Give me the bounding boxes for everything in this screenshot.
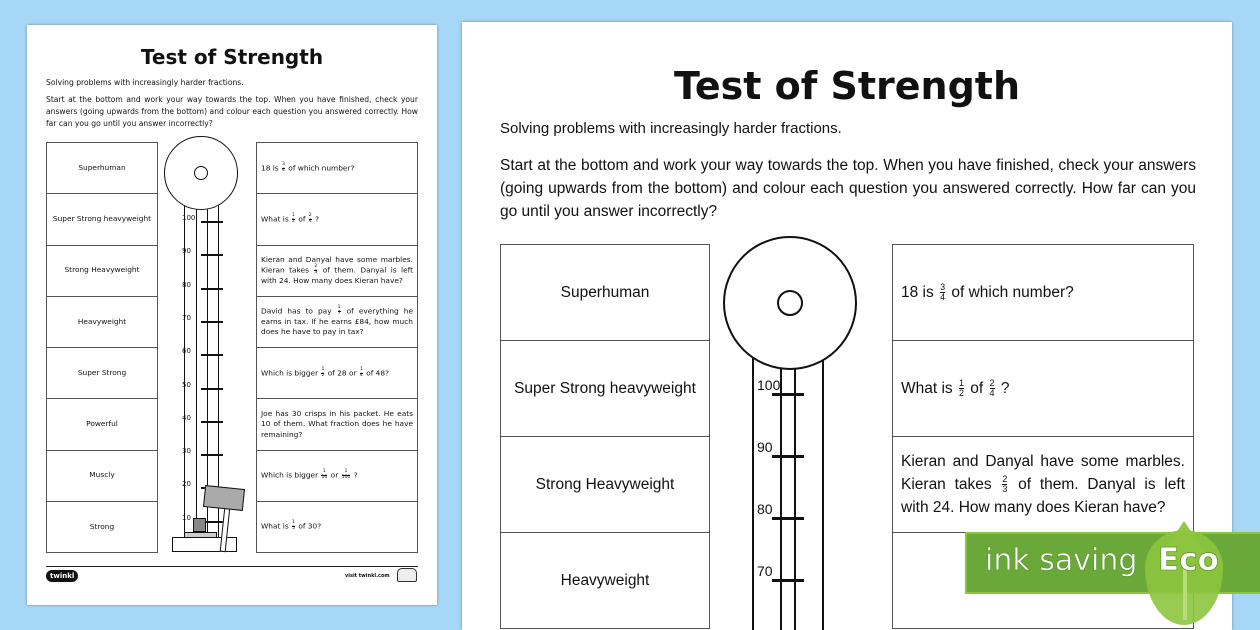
question-cell[interactable]	[256, 502, 418, 553]
question-cell[interactable]	[256, 348, 418, 399]
question-text: 18 is	[901, 284, 939, 301]
numerator: 1	[292, 520, 295, 526]
intro-text-zoomed: Solving problems with increasingly harder fractions.	[500, 120, 842, 137]
numerator: 1	[292, 212, 295, 218]
level-label: Strong Heavyweight	[500, 437, 710, 533]
numerator: 3	[940, 281, 946, 292]
question-text: of everything he earns in tax. If he earns £84, how much does he have to pay in tax?	[261, 306, 414, 337]
level-label: Super Strong heavyweight	[500, 341, 710, 437]
question-text: or	[328, 470, 341, 480]
level-label: Superhuman	[500, 245, 710, 341]
numerator: 1	[337, 304, 341, 310]
bell-center	[194, 166, 208, 180]
worksheet-title: Test of Strength	[140, 45, 324, 69]
scale-number: 40	[182, 413, 191, 422]
fraction	[342, 470, 351, 481]
numerator: 3	[282, 161, 285, 167]
bell-center-zoomed	[777, 290, 803, 316]
scale-number: 100	[182, 214, 196, 222]
level-label: Strong	[46, 502, 158, 553]
scale-number: 70	[757, 563, 773, 579]
question-cell[interactable]	[256, 451, 418, 502]
meter-bell-zoomed	[723, 236, 857, 370]
numerator: 2	[1002, 473, 1008, 484]
level-label: Super Strong	[46, 348, 158, 399]
denominator: 100	[341, 475, 351, 481]
numerator: 2	[314, 264, 318, 270]
level-column-zoomed	[500, 244, 710, 629]
question-text: of them. Danyal is left with 24. How many does Kieran have?	[901, 476, 1185, 516]
scale-number: 80	[182, 280, 191, 289]
scale-tick	[201, 321, 223, 323]
fraction	[360, 368, 363, 379]
question-text: ?	[351, 470, 358, 480]
question-text: of them. Danyal is left with 24. How many does Kieran have?	[261, 265, 413, 286]
question-text: David has to pay	[261, 306, 337, 316]
meter-puck	[193, 518, 206, 532]
hammer-icon	[203, 485, 245, 511]
strength-meter-illustration	[158, 135, 256, 555]
scale-number: 100	[757, 377, 781, 393]
fraction	[321, 368, 324, 379]
scale-tick	[772, 393, 804, 396]
denominator: 4	[282, 167, 285, 173]
question-cell[interactable]	[892, 245, 1194, 341]
level-label: Heavyweight	[46, 297, 158, 348]
denominator: 4	[989, 388, 995, 399]
denominator: 2	[292, 218, 295, 224]
question-text: Which is bigger	[261, 470, 321, 480]
question-text: ?	[312, 214, 320, 224]
denominator: 5	[292, 526, 295, 532]
numerator: 1	[359, 366, 363, 372]
denominator: 2	[321, 372, 325, 378]
question-text: Kieran and Danyal have some marbles. Kieran takes	[261, 254, 413, 275]
question-cell[interactable]	[256, 143, 418, 194]
question-text: of 48?	[363, 368, 389, 378]
question-text: ?	[996, 380, 1010, 397]
scale-tick	[772, 455, 804, 458]
question-column	[256, 142, 418, 552]
level-label: Muscly	[46, 451, 158, 502]
denominator: 7	[337, 310, 341, 316]
quality-badge-icon	[397, 568, 417, 582]
scale-number: 70	[182, 313, 191, 322]
denominator: 10	[321, 475, 328, 481]
level-label: Superhuman	[46, 143, 158, 194]
scale-number: 20	[182, 480, 191, 489]
question-text: What is	[901, 380, 957, 397]
question-cell[interactable]	[256, 297, 418, 348]
fraction	[990, 379, 995, 399]
question-text: of which number?	[947, 284, 1074, 301]
worksheet-title-zoomed: Test of Strength	[673, 64, 1021, 108]
question-text: of 30?	[295, 521, 322, 531]
scale-tick	[201, 354, 223, 356]
scale-tick	[201, 454, 223, 456]
scale-number: 90	[757, 439, 773, 455]
fraction	[940, 283, 945, 303]
instructions-text-zoomed: Start at the bottom and work your way towards the top. When you have finished, check your answers (going upwards from the bottom) and colour each question you answered correctly. How far can you go until you answer incorrectly?	[500, 157, 1196, 220]
numerator: 2	[989, 377, 995, 388]
scale-number: 50	[182, 380, 191, 389]
level-label: Heavyweight	[500, 533, 710, 629]
fraction	[292, 521, 295, 532]
scale-tick	[772, 517, 804, 520]
fraction	[338, 306, 341, 317]
scale-number: 30	[182, 447, 191, 456]
fraction	[321, 470, 327, 481]
fraction	[314, 265, 317, 276]
worksheet-preview-small	[27, 25, 437, 605]
question-text: of 28 or	[325, 368, 359, 378]
scale-number: 60	[182, 347, 191, 356]
question-cell[interactable]	[892, 341, 1194, 437]
numerator: 1	[321, 366, 325, 372]
level-label: Powerful	[46, 399, 158, 450]
scale-tick	[201, 288, 223, 290]
denominator: 4	[308, 218, 312, 224]
question-text: of	[295, 214, 308, 224]
fraction	[292, 214, 295, 225]
denominator: 3	[1002, 484, 1008, 495]
meter-bell	[164, 136, 238, 210]
question-text: 18 is	[261, 163, 282, 173]
instructions-text: Start at the bottom and work your way towards the top. When you have finished, check your answers (going upwards from the bottom) and colour each question you answered correctly. How far can you go until you answer incorrectly?	[46, 95, 418, 128]
fraction	[309, 214, 312, 225]
denominator: 2	[958, 388, 964, 399]
question-cell[interactable]	[256, 194, 418, 245]
scale-tick	[201, 221, 223, 223]
question-text: Joe has 30 crisps in his packet. He eats 10 of them. What fraction does he have remaining?	[261, 408, 413, 439]
scale-tick	[772, 579, 804, 582]
denominator: 3	[314, 270, 318, 276]
scale-number: 90	[182, 247, 191, 256]
intro-text: Solving problems with increasingly harder fractions.	[46, 78, 244, 87]
meter-plate	[184, 532, 217, 538]
denominator: 4	[940, 292, 946, 303]
footer-divider	[46, 566, 418, 567]
numerator: 2	[308, 212, 312, 218]
eco-banner-text: ink saving	[985, 543, 1138, 578]
eco-label: Eco	[1158, 542, 1219, 578]
fraction	[959, 379, 964, 399]
fraction	[1002, 475, 1007, 495]
question-cell[interactable]	[256, 246, 418, 297]
level-label: Super Strong heavyweight	[46, 194, 158, 245]
scale-number: 80	[757, 501, 773, 517]
twinkl-logo: twinkl	[46, 570, 78, 582]
numerator: 1	[958, 377, 964, 388]
denominator: 4	[359, 372, 363, 378]
question-text: of	[966, 380, 988, 397]
question-text: of which number?	[285, 163, 355, 173]
numerator: 1	[342, 470, 351, 476]
scale-tick	[201, 421, 223, 423]
scale-number: 10	[182, 513, 191, 522]
level-column	[46, 142, 158, 552]
scale-tick	[201, 388, 223, 390]
question-text: What is	[261, 214, 292, 224]
level-label: Strong Heavyweight	[46, 246, 158, 297]
visit-link-text: visit twinkl.com	[345, 573, 390, 579]
fraction	[282, 163, 285, 174]
numerator: 1	[322, 469, 326, 475]
scale-tick	[201, 254, 223, 256]
question-text: What is	[261, 521, 292, 531]
question-text: Which is bigger	[261, 368, 321, 378]
question-cell[interactable]	[892, 437, 1194, 533]
meter-base	[172, 537, 237, 552]
question-cell[interactable]	[256, 399, 418, 450]
question-text: Kieran and Danyal have some marbles. Kieran takes	[901, 453, 1185, 493]
